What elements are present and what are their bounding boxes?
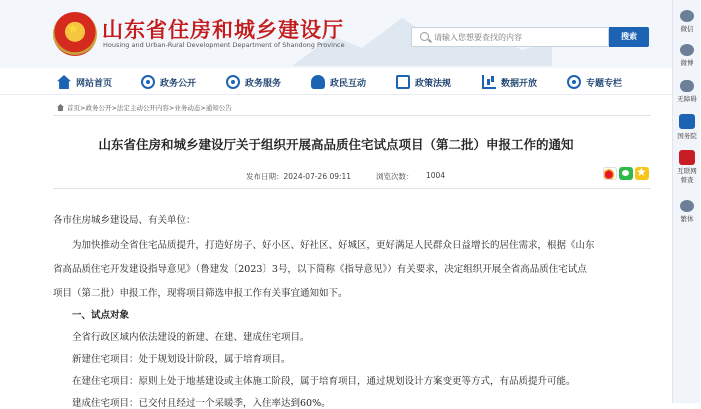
breadcrumb[interactable] (57, 103, 232, 112)
publish-time: 发布日期：2024-07-26 09:11 (246, 172, 352, 181)
paragraph-line: 省高品质住宅开发建设指导意见》（鲁建发〔2023〕3号，以下简称《指导意见》）有关要求，决定组织开展全省高品质住宅试点 (53, 264, 587, 275)
nav-item-label: 数据开放 (501, 78, 538, 89)
paragraph-line: 项目（第二批）申报工作，现将项目筛选申报工作有关事宜通知如下。 (53, 288, 348, 299)
nav-item-home[interactable] (57, 74, 112, 90)
article-title: 山东省住房和城乡建设厅关于组织开展高品质住宅试点项目（第二批）申报工作的通知 (98, 137, 574, 152)
traditional-chinese-icon (680, 200, 694, 212)
nav-item-label: 政务公开 (160, 78, 197, 89)
search-icon (420, 32, 429, 41)
paragraph-line: 新建住宅项目：处于规划设计阶段，属于培育项目。 (72, 354, 291, 365)
right-toolbar (672, 0, 700, 403)
weibo-icon (680, 44, 694, 56)
divider (53, 188, 651, 189)
gov-icon (141, 75, 155, 89)
sidebar-item-weibo[interactable] (673, 44, 701, 67)
topic-icon (567, 75, 581, 89)
nav-item-interaction[interactable] (311, 74, 366, 90)
home-icon (57, 104, 64, 111)
divider (53, 115, 651, 116)
sidebar-item-label: 无障碍 (677, 95, 697, 103)
paragraph-line: 为加快推动全省住宅品质提升，打造好房子、好小区、好社区、好城区，更好满足人民群众日益增长的居住需求，根据《山东 (72, 240, 595, 251)
paragraph-line: 全省行政区域内依法建设的新建、在建、建成住宅项目。 (72, 332, 310, 343)
sidebar-item-accessibility[interactable] (673, 80, 701, 103)
state-council-icon (679, 114, 695, 129)
views-label: 浏览次数： (376, 172, 414, 181)
nav-item-label: 专题专栏 (586, 78, 623, 89)
search-box[interactable] (411, 27, 609, 47)
sidebar-item-wechat[interactable] (673, 10, 701, 33)
home-icon (57, 75, 71, 89)
nav-item-topics[interactable] (567, 74, 622, 90)
nav-item-label: 政民互动 (330, 78, 367, 89)
nav-item-label: 网站首页 (76, 78, 113, 89)
interaction-icon (311, 75, 325, 89)
internet-inspection-icon (679, 150, 695, 165)
data-icon (482, 75, 496, 89)
share-wechat-icon[interactable] (619, 167, 633, 180)
site-title[interactable]: 山东省住房和城乡建设厅 (102, 17, 344, 42)
national-emblem-logo[interactable]: ★ (53, 12, 97, 56)
main-nav (0, 68, 672, 95)
sidebar-item-label: 微博 (680, 59, 694, 67)
nav-item-label: 政务服务 (245, 78, 282, 89)
nav-item-open-data[interactable] (482, 74, 537, 90)
nav-item-gov-affairs[interactable] (141, 74, 196, 90)
search-input[interactable] (434, 30, 604, 44)
paragraph-line: 建成住宅项目：已交付且经过一个采暖季，入住率达到60%。 (72, 398, 331, 409)
search-button[interactable]: 搜索 (609, 27, 649, 47)
sidebar-item-label: 国务院 (677, 132, 697, 140)
service-icon (226, 75, 240, 89)
sidebar-item-label: 微信 (680, 25, 694, 33)
sidebar-item-internet-inspection[interactable] (673, 150, 701, 185)
views-count: 1004 (426, 171, 446, 180)
site-subtitle: Housing and Urban-Rural Development Department of Shandong Province (103, 41, 345, 49)
share-qzone-icon[interactable] (635, 167, 649, 180)
nav-item-gov-services[interactable] (226, 74, 281, 90)
section-heading: 一、试点对象 (72, 310, 130, 321)
sidebar-item-label: 互联网督查 (677, 167, 697, 184)
sidebar-item-label: 繁体 (680, 215, 694, 223)
nav-item-policy[interactable] (396, 74, 451, 90)
sidebar-item-traditional[interactable] (673, 200, 701, 223)
paragraph-line: 在建住宅项目：原则上处于地基建设或主体施工阶段，属于培育项目，通过规划设计方案变更等方式，有品质提升可能。 (72, 376, 576, 387)
sidebar-item-state-council[interactable] (673, 114, 701, 140)
share-weibo-icon[interactable] (603, 167, 617, 180)
accessibility-icon (680, 80, 694, 92)
breadcrumb-text[interactable]: 首页>政务公开>法定主动公开内容>业务动态>通知公告 (67, 104, 232, 112)
wechat-icon (680, 10, 694, 22)
salutation: 各市住房城乡建设局、有关单位： (53, 215, 196, 226)
nav-item-label: 政策法规 (415, 78, 452, 89)
site-header (0, 0, 672, 68)
policy-icon (396, 75, 410, 89)
